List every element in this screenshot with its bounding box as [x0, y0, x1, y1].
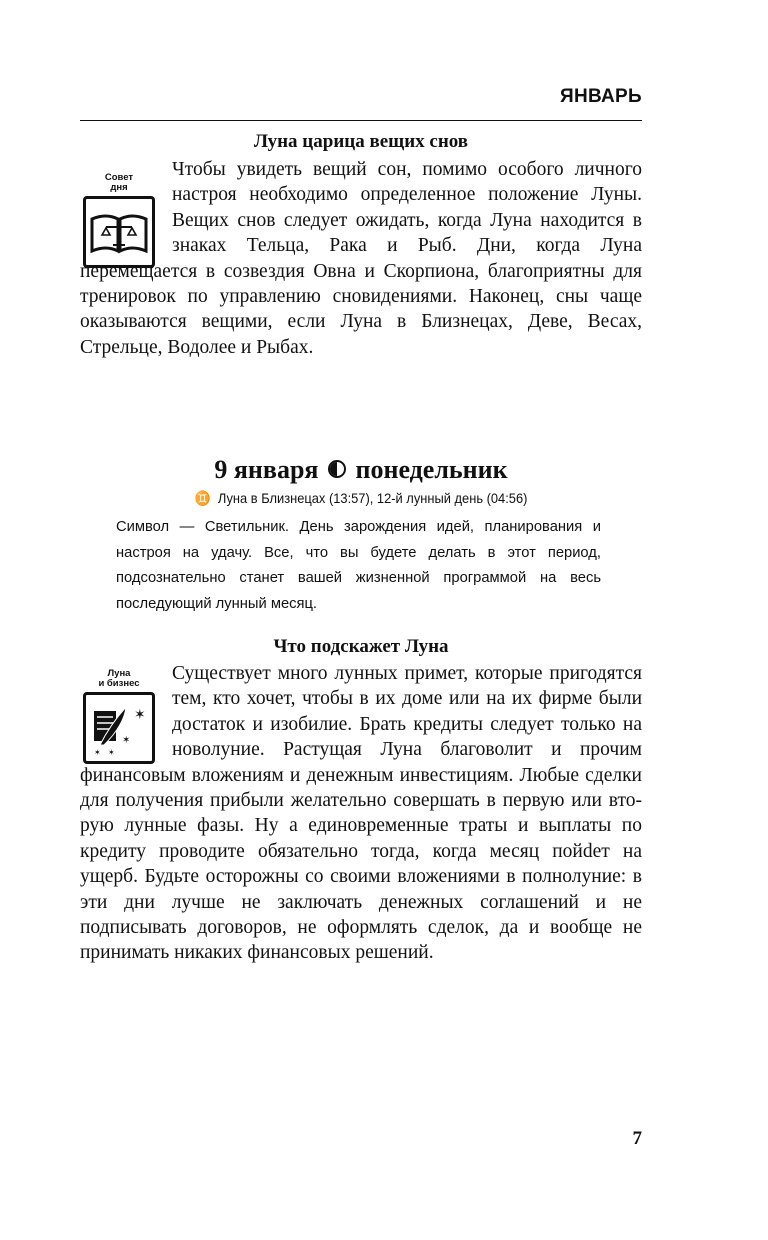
svg-text:✶: ✶ — [94, 748, 101, 757]
tip-section-title: Луна царица вещих снов — [253, 131, 469, 152]
page-number: 7 — [632, 1128, 642, 1149]
tip-paragraph — [80, 157, 642, 360]
tip-icon-caption-line1: Совет — [104, 172, 134, 183]
tip-text: Чтобы увидеть вещий сон, помимо особого личного настроя необходимо определенное положение Луны. Вещих снов следует ожидать, когда Луна находится в знаках Тельца, Рака и Рыб. Дни, когда Луна перемещается в созвездия Овна и Скорпиона, благоприятны для тренировок по управлению сновидениями. Наконец, сны чаще оказываются вещими, если Луна в Близнецах, Деве, Весах, Стрельце, Водолее и Рыбах. — [80, 159, 642, 358]
running-head: ЯНВАРЬ — [559, 86, 642, 107]
gemini-icon: ♊ — [194, 490, 211, 506]
lunar-info-line — [102, 490, 619, 507]
business-paragraph — [80, 661, 642, 966]
tip-icon-caption-line2: дня — [110, 182, 128, 193]
day-weekday: понедельник — [355, 455, 508, 484]
svg-text:✶: ✶ — [108, 748, 115, 757]
business-icon-caption-line2: и бизнес — [98, 678, 140, 689]
business-section-title: Что подскажет Луна — [273, 636, 449, 657]
day-description: Символ — Светильник. День зарождения идей, планирования и настроя на удачу. Все, что вы будете делать в этот период, подсознательно станет вашей жизненной программой на весь последующий лунный месяц. — [116, 518, 601, 612]
business-text: Существует много лунных примет, которые пригодятся тем, кто хочет, чтобы в их доме или на их фирме были достаток и изобилие. Брать кредиты следует только на новолуние. Растущая Луна благоволит и прочим финансовым вложениям и денежным инвестициям. Любые сделки для получения прибыли желательно совершать в первую или вторую лунные фазы. Ну а единовременные траты и выплаты по кредиту проводите обязательно тогда, когда месяц пойdет на ущерб. Будьте осторожны со своими вложениями в полнолуние: в эти дни лучше не заключать денежных соглашений и не подписывать договоров, не оформлять сделок, да и вообще не принимать никаких финансовых решений. — [80, 663, 642, 964]
day-date: 9 января — [214, 455, 319, 484]
business-icon-caption-line1: Луна — [107, 668, 131, 679]
svg-text:✶: ✶ — [122, 735, 131, 746]
lunar-info: Луна в Близнецах (13:57), 12-й лунный день (04:56) — [217, 490, 528, 506]
svg-text:✶: ✶ — [134, 707, 146, 723]
header-rule — [80, 120, 642, 121]
first-quarter-moon-icon — [328, 460, 346, 478]
day-heading — [80, 455, 642, 485]
